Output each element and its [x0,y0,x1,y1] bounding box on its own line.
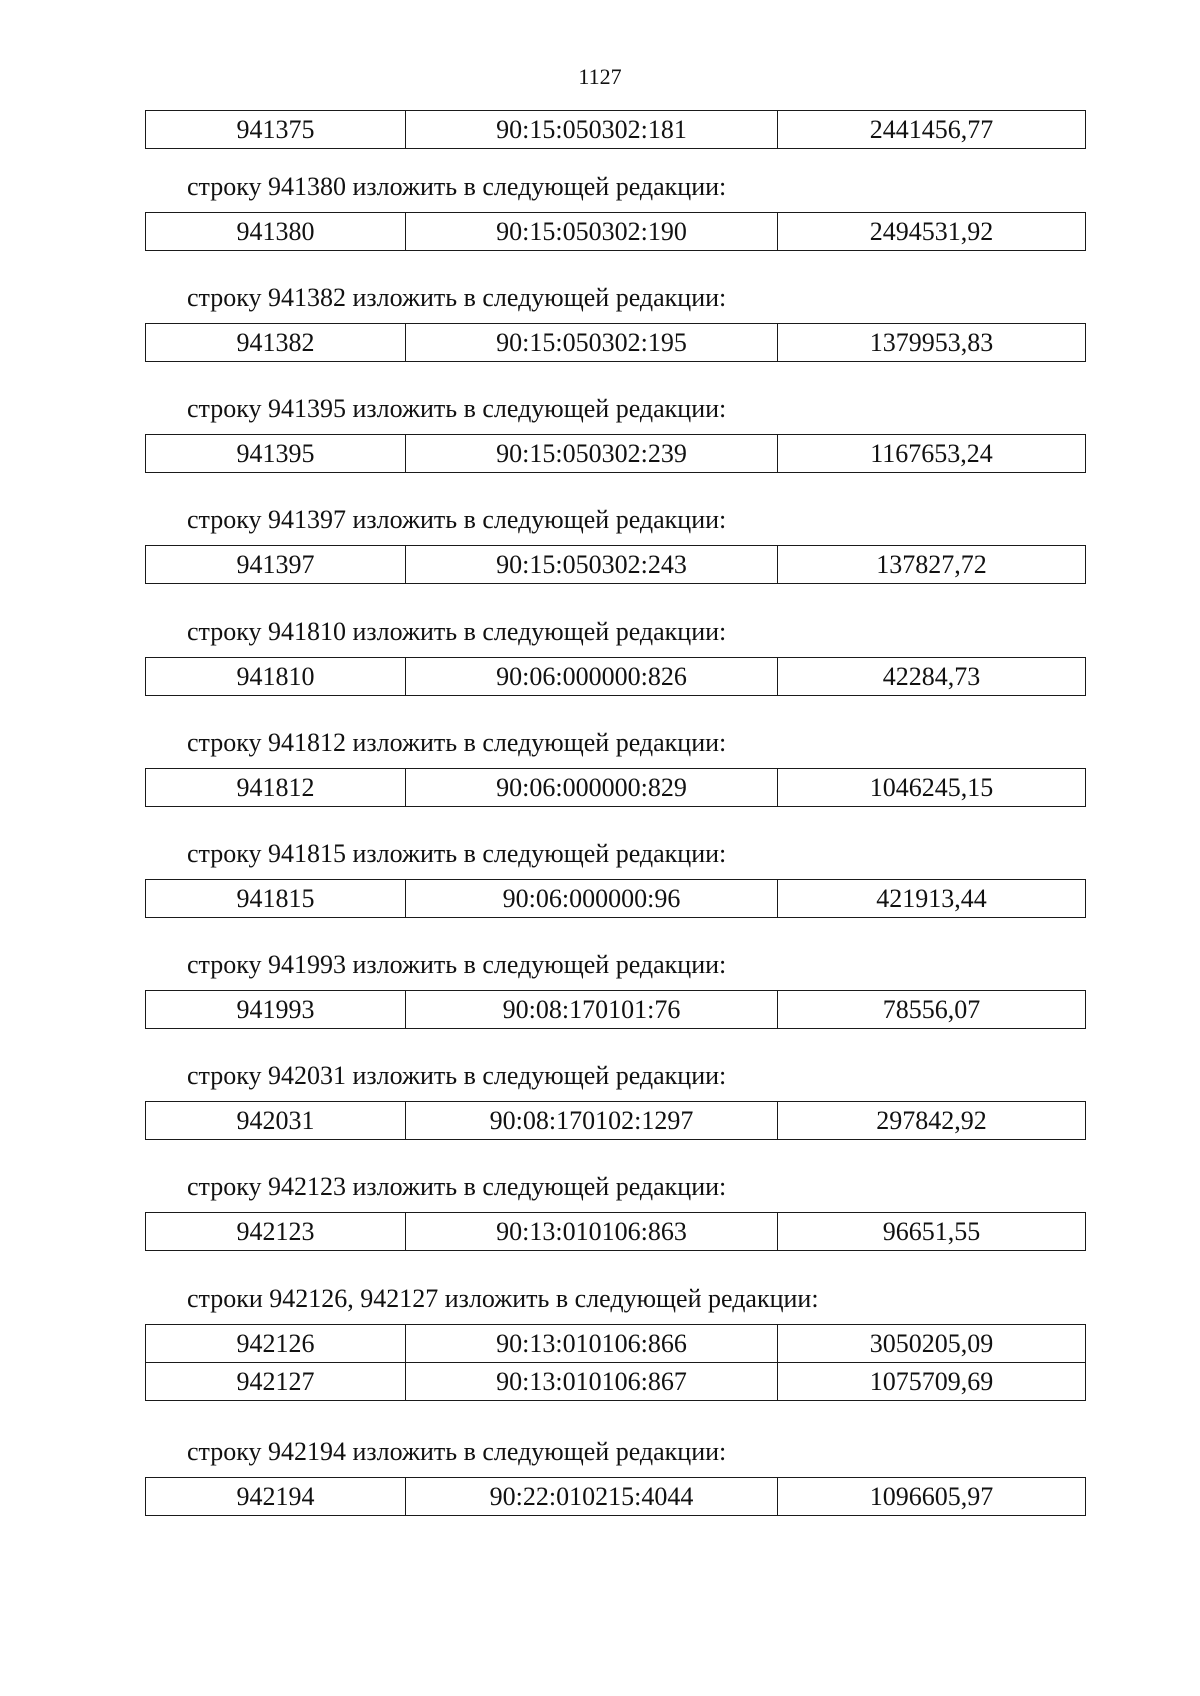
table-row [146,1325,1086,1363]
row-number-cell: 942123 [146,1213,406,1251]
amendment-block [145,950,1085,1029]
amendment-table [145,768,1086,807]
table-row [146,1102,1086,1140]
amendment-table [145,545,1086,584]
value-cell: 1046245,15 [778,769,1086,807]
amendment-table [145,1477,1086,1516]
page-number: 1127 [578,64,622,89]
amendment-table [145,212,1086,251]
amendment-intro-text: строку 941810 изложить в следующей редакции: [187,617,727,646]
cadastral-number-cell: 90:13:010106:867 [406,1363,778,1401]
row-number-cell: 942031 [146,1102,406,1140]
row-number-cell: 941382 [146,324,406,362]
table-row [146,111,1086,149]
cadastral-number-cell: 90:13:010106:866 [406,1325,778,1363]
row-number-cell: 941397 [146,546,406,584]
amendment-table [145,434,1086,473]
amendment-table [145,1212,1086,1251]
cadastral-number-cell: 90:15:050302:239 [406,435,778,473]
amendment-table [145,990,1086,1029]
amendment-intro-text: строку 942194 изложить в следующей редакции: [187,1437,727,1466]
amendment-block [145,394,1085,473]
row-number-cell: 941380 [146,213,406,251]
row-number-cell: 941395 [146,435,406,473]
value-cell: 96651,55 [778,1213,1086,1251]
amendment-block [145,283,1085,362]
table-row [146,435,1086,473]
amendment-intro-text: строку 941382 изложить в следующей редакции: [187,283,727,312]
table-row [146,769,1086,807]
amendment-block [145,839,1085,918]
amendment-intro-text: строку 941812 изложить в следующей редакции: [187,728,727,757]
amendment-intro-text: строку 942031 изложить в следующей редакции: [187,1061,727,1090]
table-row [146,1213,1086,1251]
cadastral-number-cell: 90:15:050302:243 [406,546,778,584]
amendment-block [145,1061,1085,1140]
value-cell: 1096605,97 [778,1478,1086,1516]
amendment-intro-text: строку 941397 изложить в следующей редакции: [187,505,727,534]
amendment-intro-text: строку 941815 изложить в следующей редакции: [187,839,727,868]
amendment-table [145,657,1086,696]
amendment-intro-text: строку 941380 изложить в следующей редакции: [187,172,727,201]
cadastral-number-cell: 90:08:170101:76 [406,991,778,1029]
cadastral-number-cell: 90:08:170102:1297 [406,1102,778,1140]
row-number-cell: 941810 [146,658,406,696]
cadastral-number-cell: 90:06:000000:829 [406,769,778,807]
value-cell: 421913,44 [778,880,1086,918]
cadastral-number-cell: 90:15:050302:181 [406,111,778,149]
cadastral-number-cell: 90:06:000000:96 [406,880,778,918]
amendment-intro-text: строку 942123 изложить в следующей редакции: [187,1172,727,1201]
amendment-table [145,1101,1086,1140]
amendment-block [145,172,1085,251]
amendment-block [145,1437,1085,1516]
value-cell: 42284,73 [778,658,1086,696]
cadastral-number-cell: 90:06:000000:826 [406,658,778,696]
table-row [146,880,1086,918]
amendment-intro-text: строку 941395 изложить в следующей редакции: [187,394,727,423]
amendment-table [145,1324,1086,1401]
row-number-cell: 941375 [146,111,406,149]
amendment-block [145,728,1085,807]
amendment-block [145,505,1085,584]
table-row [146,213,1086,251]
row-number-cell: 941993 [146,991,406,1029]
value-cell: 2494531,92 [778,213,1086,251]
table-row [146,991,1086,1029]
row-number-cell: 942194 [146,1478,406,1516]
table-row [146,1478,1086,1516]
value-cell: 2441456,77 [778,111,1086,149]
amendment-intro-text: строку 941993 изложить в следующей редакции: [187,950,727,979]
value-cell: 1167653,24 [778,435,1086,473]
value-cell: 1075709,69 [778,1363,1086,1401]
table-row [146,1363,1086,1401]
amendment-table [145,879,1086,918]
cadastral-number-cell: 90:15:050302:190 [406,213,778,251]
amendment-block [145,1172,1085,1251]
amendment-block [145,617,1085,696]
value-cell: 137827,72 [778,546,1086,584]
row-number-cell: 942126 [146,1325,406,1363]
row-number-cell: 941815 [146,880,406,918]
table-row [146,546,1086,584]
row-number-cell: 941812 [146,769,406,807]
value-cell: 1379953,83 [778,324,1086,362]
cadastral-number-cell: 90:22:010215:4044 [406,1478,778,1516]
amendment-table [145,110,1086,149]
amendment-intro-text: строки 942126, 942127 изложить в следующей редакции: [187,1284,819,1313]
table-row [146,658,1086,696]
value-cell: 297842,92 [778,1102,1086,1140]
amendment-table [145,323,1086,362]
cadastral-number-cell: 90:13:010106:863 [406,1213,778,1251]
amendment-block [145,1284,1085,1401]
value-cell: 78556,07 [778,991,1086,1029]
table-row [146,324,1086,362]
cadastral-number-cell: 90:15:050302:195 [406,324,778,362]
amendment-block [145,110,1085,149]
row-number-cell: 942127 [146,1363,406,1401]
value-cell: 3050205,09 [778,1325,1086,1363]
